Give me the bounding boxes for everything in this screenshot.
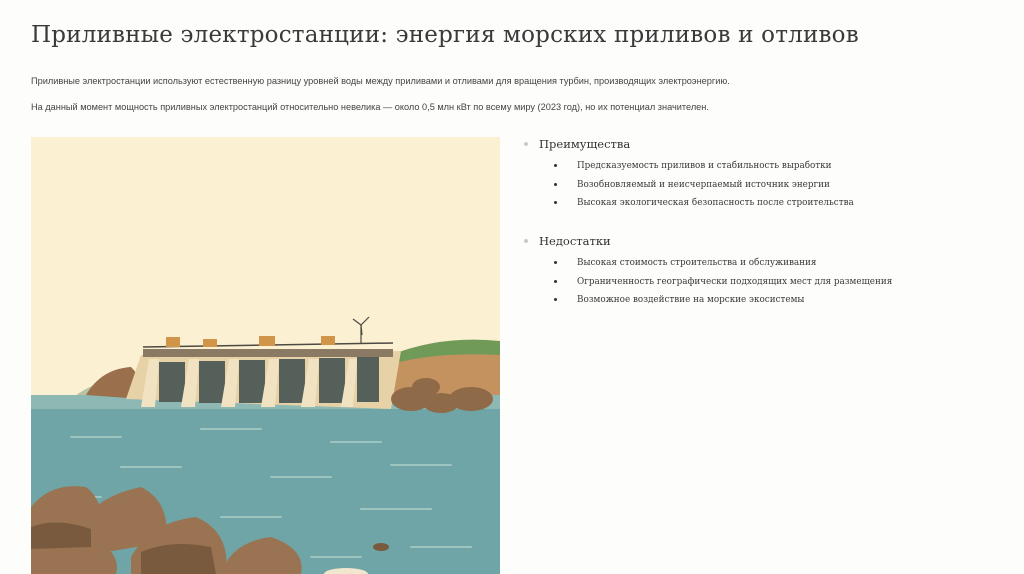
disadvantages-section bbox=[524, 233, 892, 313]
list-item-text: Высокая стоимость строительства и обслуживания bbox=[577, 258, 817, 268]
list-item-text: Возможное воздействие на морские экосистемы bbox=[577, 295, 805, 305]
list-item bbox=[539, 197, 854, 209]
page-title: Приливные электростанции: энергия морских приливов и отливов bbox=[31, 22, 859, 48]
intro-paragraph: Приливные электростанции используют естественную разницу уровней воды между приливами и отливами для вращения турбин, производящих электроэнергию. bbox=[31, 76, 730, 86]
advantages-heading bbox=[524, 136, 854, 209]
tidal-power-station-illustration bbox=[31, 137, 500, 574]
list-item bbox=[539, 294, 892, 306]
list-item-text: Возобновляемый и неисчерпаемый источник энергии bbox=[577, 179, 830, 190]
list-item bbox=[539, 276, 892, 288]
advantages-list bbox=[539, 160, 854, 209]
list-item bbox=[539, 179, 854, 191]
advantages-heading-label: Преимущества bbox=[539, 137, 631, 151]
list-item-text: Предсказуемость приливов и стабильность выработки bbox=[577, 161, 832, 171]
list-item bbox=[539, 257, 892, 269]
disadvantages-heading bbox=[524, 233, 892, 306]
disadvantages-list bbox=[539, 257, 892, 306]
section-bullet-icon bbox=[524, 142, 528, 146]
bullet-icon bbox=[554, 201, 557, 204]
advantages-section bbox=[524, 136, 854, 216]
disadvantages-heading-label: Недостатки bbox=[539, 234, 611, 248]
bullet-icon bbox=[554, 183, 557, 186]
list-item bbox=[539, 160, 854, 172]
bullet-icon bbox=[554, 280, 557, 283]
section-bullet-icon bbox=[524, 239, 528, 243]
list-item-text: Высокая экологическая безопасность после строительства bbox=[577, 198, 854, 208]
bullet-icon bbox=[554, 261, 557, 264]
bullet-icon bbox=[554, 164, 557, 167]
capacity-paragraph: На данный момент мощность приливных электростанций относительно невелика — около 0,5 млн кВт по всему миру (2023 год), но их потенциал значителен. bbox=[31, 102, 709, 112]
bullet-icon bbox=[554, 298, 557, 301]
list-item-text: Ограниченность географически подходящих мест для размещения bbox=[577, 276, 893, 287]
